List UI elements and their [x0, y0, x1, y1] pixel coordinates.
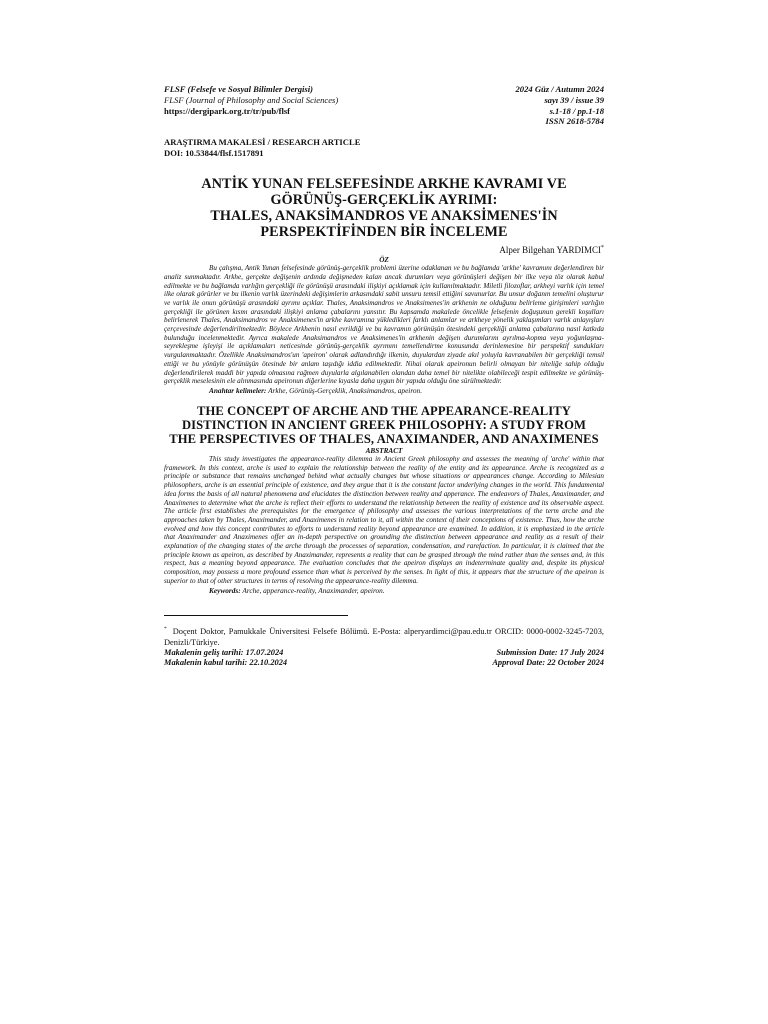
title-en-line: DISTINCTION IN ANCIENT GREEK PHILOSOPHY: A STUDY FROM	[181, 418, 587, 433]
abstract-keywords-label: Keywords:	[209, 585, 241, 595]
approval-date-en: Approval Date: 22 October 2024	[492, 658, 604, 668]
author-footnote-mark[interactable]: *	[601, 244, 604, 251]
issue-number: sayı 39 / issue 39	[544, 94, 604, 105]
title-en-line: THE PERSPECTIVES OF THALES, ANAXIMANDER, AND ANAXIMENES	[169, 432, 599, 447]
issue-season: 2024 Güz / Autumn 2024	[515, 84, 604, 94]
dates-row-received	[164, 648, 604, 659]
journal-url[interactable]: https://dergipark.org.tr/tr/pub/flsf	[164, 105, 291, 116]
issn: ISSN 2618-5784	[545, 116, 604, 127]
oz-keywords-values: Arkhe, Görünüş-Gerçeklik, Anaksimandros, apeiron.	[268, 385, 423, 395]
page-range: s.1-18 / pp.1-18	[549, 105, 604, 116]
footnote-divider	[164, 615, 348, 616]
dates-row-accepted	[164, 658, 604, 669]
title-turkish	[164, 176, 604, 241]
oz-keywords-label: Anahtar kelimeler:	[209, 385, 267, 395]
title-en-line: THE CONCEPT OF ARCHE AND THE APPEARANCE-REALITY	[197, 403, 571, 418]
footnote-text: Doçent Doktor, Pamukkale Üniversitesi Felsefe Bölümü. E-Posta: alperyardimci@pau.edu.tr ORCID: 0000-0002-3245-7203, Denizli/Türkiye.	[164, 626, 604, 647]
author-footnote	[164, 624, 604, 648]
abstract-keywords	[209, 586, 604, 595]
journal-name-en: FLSF (Journal of Philosophy and Social Sciences)	[164, 94, 339, 105]
article-type: ARAŞTIRMA MAKALESİ / RESEARCH ARTICLE	[164, 137, 361, 148]
author-name: Alper Bilgehan YARDIMCI	[499, 244, 601, 255]
oz-heading: ÖZ	[379, 255, 389, 264]
oz-keywords	[209, 386, 604, 395]
received-date-tr: Makalenin geliş tarihi: 17.07.2024	[164, 647, 284, 657]
title-tr-line: PERSPEKTİFİNDEN BİR İNCELEME	[260, 224, 508, 241]
accepted-date-tr: Makalenin kabul tarihi: 22.10.2024	[164, 658, 288, 668]
article-first-page	[164, 84, 604, 669]
footnote-mark: *	[164, 625, 167, 632]
title-english	[164, 404, 604, 447]
author-line	[164, 243, 604, 256]
doi[interactable]: DOI: 10.53844/flsf.1517891	[164, 147, 264, 158]
title-tr-line: ANTİK YUNAN FELSEFESİNDE ARKHE KAVRAMI VE	[201, 175, 567, 192]
submission-date-en: Submission Date: 17 July 2024	[496, 647, 604, 657]
oz-text: Bu çalışma, Antik Yunan felsefesinde görünüş-gerçeklik problemi üzerine odaklanan ve bu bağlamda 'arkhe' kavramını değerlendiren bir analiz sunmaktadır. Arkhe, gerçekte değişenin ardında değişmeden kalan ancak durumları veya görünüşleri değişen bir ilke veya töz olarak kabul edilmekte ve bu bağlamda varlığın gerçekliği ile görünüşü arasındaki ilişkiyi açıklamak için kullanılmaktadır. Miletli filozoflar, arkheyi varlık için temel ilke olarak görürler ve bu ilkenin varlık üzerindeki değişimlerin arkasındaki sabit unsuru temsil ettiğini savunurlar. Bu unsur doğanın temelini oluşturur ve varlık ile onun görünüşü arasındaki ayrımı açıklar. Thales, Anaksimandros ve Anaksimenes'in arkhenin ne olduğunu belirleme girişimleri varlığın gerçekliği ile görünen kısmı arasındaki ilişkiyi anlama çabalarını yansıtır. Bu kapsamda makalede öncelikle felsefenin doğuşunun gerekli koşulları belirlenerek Thales, Anaksimandros ve Anaksimenes'in arkhe kavramına yükledikleri farklı anlamlar ve arkheye yönelik yaklaşımları varlık anlayışları çerçevesinde değerlendirilmektedir. Böylece Arkhenin nasıl evrildiği ve bu kavramın görünüşün ötesindeki gerçekliği anlama çabalarına nasıl katkıda bulunduğu incelenmektedir. Ayrıca makalede Anaksimandros ve Anaksimenes'in arkhenin değişen durumlarını ayrılma-kopma veya yoğunlaşma-seyrekleşme işleyişi ile açıklamaları neticesinde görünüş-gerçeklik ayrımını temellendirme konusunda derinlemesine bir perspektif sundukları vurgulanmaktadır. Özellikle Anaksimandros'un 'apeiron' olarak adlandırdığı ilkenin, duyulardan ziyade akıl yoluyla kavranabilen bir gerçekliği temsil ettiği ve bu yönüyle görünüşün ötesinde bir anlam taşıdığı iddia edilmektedir. Nihai olarak apeironun belirli olmayan bir niteliğe sahip olduğu değerlendirilerek maddi bir yapıda olmasına rağmen duyularla algılanabilen olandan daha temel bir nitelikte olabileceği tespit edilmekte ve görünüş-gerçeklik meselesinin ele alınmasında apeironun diğerlerine kıyasla daha uygun bir yapıda olduğu öne sürülmektedir.	[164, 264, 604, 386]
journal-header	[164, 84, 604, 127]
title-tr-line: GÖRÜNÜŞ-GERÇEKLİK AYRIMI:	[270, 191, 498, 208]
journal-name-tr: FLSF (Felsefe ve Sosyal Bilimler Dergisi)	[164, 84, 314, 94]
abstract-keywords-values: Arche, apperance-reality, Anaximander, apeiron.	[242, 585, 385, 595]
title-tr-line: THALES, ANAKSİMANDROS VE ANAKSİMENES'İN	[210, 208, 558, 225]
abstract-text: This study investigates the appearance-reality dilemma in Ancient Greek philosophy and assesses the meaning of 'arche' within that framework. In this context, arche is used to explain the relationship between the reality of the entity and its appearance. Arche is recognized as a principle or substance that remains unchanged behind what actually changes but whose situations or appearances change. According to Milesian philosophers, arche is an essential principle of existence, and they argue that it is the constant factor underlying changes in the world. This fundamental idea forms the basis of all natural phenomena and elucidates the distinction between reality and apperance. The endeavors of Thales, Anaximander, and Anaximenes to determine what the arche is reflect their efforts to understand the relationship between the reality of existence and its observable aspect. The article first establishes the prerequisites for the emergence of philosophy and assesses the various interpretations of the term arche and the approaches taken by Thales, Anaximander, and Anaximenes in relation to it, all within the context of their conceptions of existence. Thus, how the arche evolved and how this concept contributes to efforts to understand reality beyond appearance are examined. In addition, it is emphasized in the article that Anaximander and Anaximenes offer an in-depth perspective on grounding the distinction between appearance and reality as a result of their explanation of the changing states of the arche through the processes of separation, condensation, and rarefaction. In particular, it is claimed that the principle known as apeiron, as described by Anaximander, represents a reality that can be grasped through the mind rather than the senses and, in this respect, has a meaning beyond appearance. The evaluation concludes that the apeiron displays an indeterminate quality and, despite its physical composition, may possess a more profound essence than what is perceived by the senses. In light of this, it appears that the structure of the apeiron is superior to that of other structures in terms of resolving the appearance-reality dilemma.	[164, 455, 604, 585]
abstract-heading: ABSTRACT	[365, 446, 403, 455]
